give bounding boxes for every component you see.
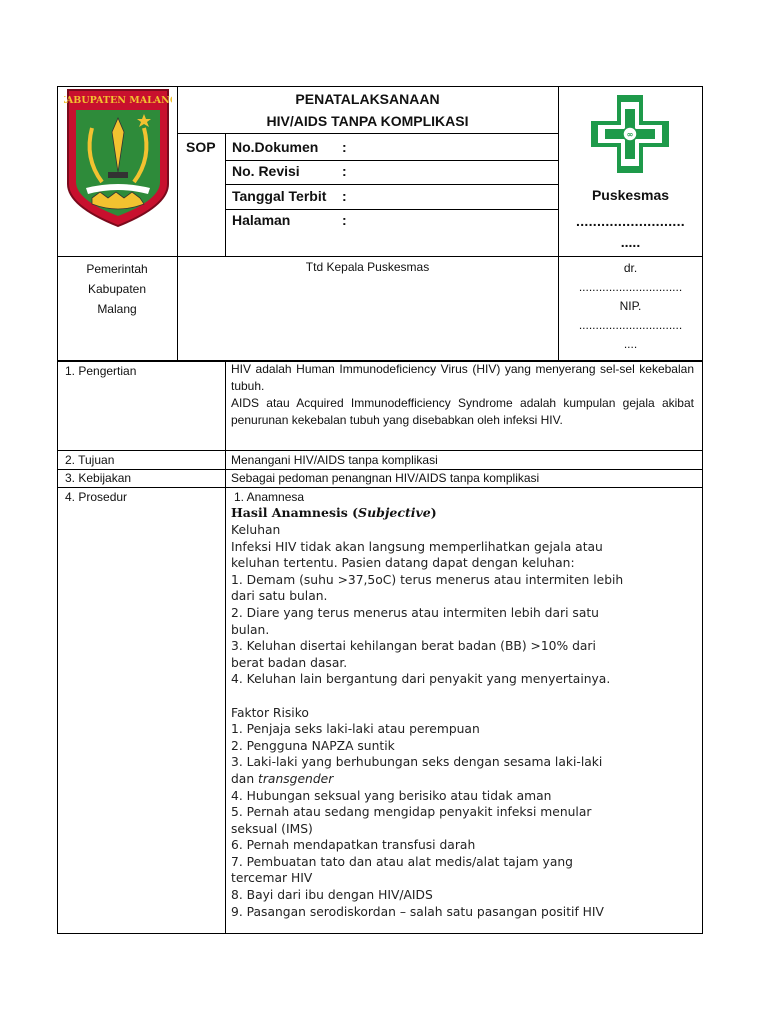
row-label-kebijakan: 3. Kebijakan <box>65 471 132 485</box>
title-line-1: PENATALAKSANAAN <box>295 91 440 107</box>
hasil-prefix: Hasil Anamnesis ( <box>231 505 359 520</box>
doc-field-label: No.Dokumen <box>232 139 319 155</box>
dr-dots: ............................... <box>578 280 683 294</box>
hasil-anamnesis-heading <box>231 505 437 520</box>
doc-field-sep: : <box>342 212 347 228</box>
pengertian-text <box>231 361 694 429</box>
pengertian-para-1: HIV adalah Human Immunodeficiency Virus (HIV) yang menyerang sel-sel kekebalan tubuh. <box>231 362 694 393</box>
signature-label: Ttd Kepala Puskesmas <box>305 260 430 274</box>
prosedur-body <box>231 522 696 920</box>
page-title <box>177 88 558 133</box>
list-item: keluhan tertentu. Pasien datang dapat dengan keluhan: <box>231 556 575 571</box>
list-item: 4. Keluhan lain bergantung dari penyakit yang menyertainya. <box>231 672 611 687</box>
puskesmas-dots: .......................... <box>576 213 685 229</box>
list-item: seksual (IMS) <box>231 821 313 836</box>
keluhan-heading: Keluhan <box>231 523 281 537</box>
faktor-risiko-heading: Faktor Risiko <box>231 705 309 720</box>
nip-dots: ............................... <box>578 318 683 332</box>
puskesmas-logo <box>588 92 672 176</box>
list-item: 9. Pasangan serodiskordan – salah satu pasangan positif HIV <box>231 904 604 919</box>
nip-dots-2: .... <box>623 337 638 351</box>
kabupaten-malang-logo <box>64 88 172 228</box>
doc-field-label: Tanggal Terbit <box>232 188 327 204</box>
signature-block <box>558 259 703 354</box>
list-item: 5. Pernah atau sedang mengidap penyakit infeksi menular <box>231 805 592 820</box>
gov-line-2: Kabupaten <box>87 282 147 296</box>
government-label <box>57 259 177 319</box>
gov-line-1: Pemerintah <box>86 262 148 276</box>
doc-field-sep: : <box>342 163 347 179</box>
list-item: 4. Hubungan seksual yang berisiko atau tidak aman <box>231 788 552 803</box>
dr-label: dr. <box>623 261 638 275</box>
doc-field-halaman <box>232 212 552 228</box>
list-item: tercemar HIV <box>231 871 313 886</box>
doc-field-norevisi <box>232 163 552 179</box>
list-item: Infeksi HIV tidak akan langsung memperlihatkan gejala atau <box>231 539 603 554</box>
list-item: 8. Bayi dari ibu dengan HIV/AIDS <box>231 888 433 903</box>
list-item <box>231 771 696 788</box>
list-item: 6. Pernah mendapatkan transfusi darah <box>231 838 476 853</box>
pengertian-para-2: AIDS atau Acquired Immunodefficiency Syndrome adalah kumpulan gejala akibat penurunan kekebalan tubuh yang disebabkan oleh infeksi HIV. <box>231 396 694 427</box>
hasil-suffix: ) <box>430 505 437 520</box>
list-item: 3. Keluhan disertai kehilangan berat badan (BB) >10% dari <box>231 639 596 654</box>
puskesmas-dots-2: ..... <box>620 234 641 250</box>
kebijakan-text: Sebagai pedoman penangnan HIV/AIDS tanpa komplikasi <box>231 471 540 485</box>
title-line-2: HIV/AIDS TANPA KOMPLIKASI <box>266 113 469 129</box>
list-item: 1. Demam (suhu >37,5oC) terus menerus atau intermiten lebih <box>231 572 624 587</box>
puskesmas-label: Puskesmas <box>591 187 670 203</box>
doc-field-label: Halaman <box>232 212 291 228</box>
svg-text:∞: ∞ <box>626 130 634 139</box>
svg-text:KABUPATEN MALANG: KABUPATEN MALANG <box>64 95 172 106</box>
list-item: 1. Penjaja seks laki-laki atau perempuan <box>231 722 480 737</box>
nip-label: NIP. <box>619 299 642 313</box>
prosedur-step-anamnesa: 1. Anamnesa <box>234 490 305 504</box>
row-label-pengertian: 1. Pengertian <box>65 364 137 378</box>
hasil-italic: Subjective <box>358 505 431 520</box>
doc-field-label: No. Revisi <box>232 163 300 179</box>
list-item: 3. Laki-laki yang berhubungan seks dengan sesama laki-laki <box>231 755 603 770</box>
tujuan-text: Menangani HIV/AIDS tanpa komplikasi <box>231 453 438 467</box>
list-item: 2. Diare yang terus menerus atau intermiten lebih dari satu <box>231 605 599 620</box>
list-item: berat badan dasar. <box>231 655 348 670</box>
row-label-prosedur: 4. Prosedur <box>65 490 128 504</box>
gov-line-3: Malang <box>97 302 137 316</box>
doc-field-sep: : <box>342 188 347 204</box>
doc-field-nodokumen <box>232 139 552 155</box>
doc-field-sep: : <box>342 139 347 155</box>
list-item: 7. Pembuatan tato dan atau alat medis/alat tajam yang <box>231 854 573 869</box>
row-label-tujuan: 2. Tujuan <box>65 453 115 467</box>
doc-field-tanggal <box>232 188 552 204</box>
dan-prefix: dan <box>231 771 259 786</box>
dan-italic: transgender <box>258 771 334 786</box>
list-item: dari satu bulan. <box>231 589 328 604</box>
list-item: 2. Pengguna NAPZA suntik <box>231 738 395 753</box>
sop-label: SOP <box>186 139 216 155</box>
list-item: bulan. <box>231 622 270 637</box>
